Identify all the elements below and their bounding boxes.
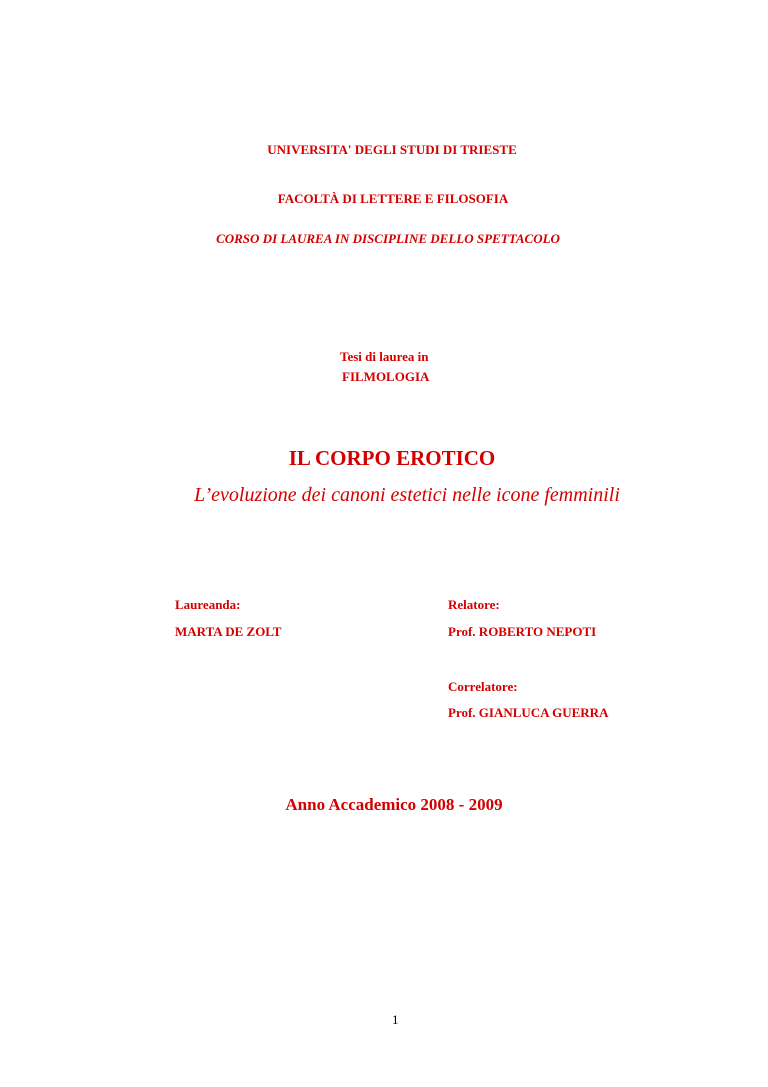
supervisor-name: Prof. ROBERTO NEPOTI [448,624,597,639]
candidate-label: Laureanda: [175,597,241,612]
faculty-name: FACOLTÀ DI LETTERE E FILOSOFIA [277,191,509,206]
page-number: 1 [392,1012,399,1027]
university-name: UNIVERSITA' DEGLI STUDI DI TRIESTE [267,142,517,157]
thesis-type-label: Tesi di laurea in [340,349,429,364]
course-name: CORSO DI LAUREA IN DISCIPLINE DELLO SPETTACOLO [216,231,560,246]
supervisor-label: Relatore: [448,597,500,612]
candidate-name: MARTA DE ZOLT [175,624,282,639]
thesis-subtitle: L’evoluzione dei canoni estetici nelle icone femminili [194,484,620,506]
thesis-title: IL CORPO EROTICO [288,446,496,470]
cosupervisor-name: Prof. GIANLUCA GUERRA [448,705,609,720]
cosupervisor-label: Correlatore: [448,679,518,694]
thesis-subject: FILMOLOGIA [342,369,430,384]
academic-year: Anno Accademico 2008 - 2009 [285,795,503,814]
